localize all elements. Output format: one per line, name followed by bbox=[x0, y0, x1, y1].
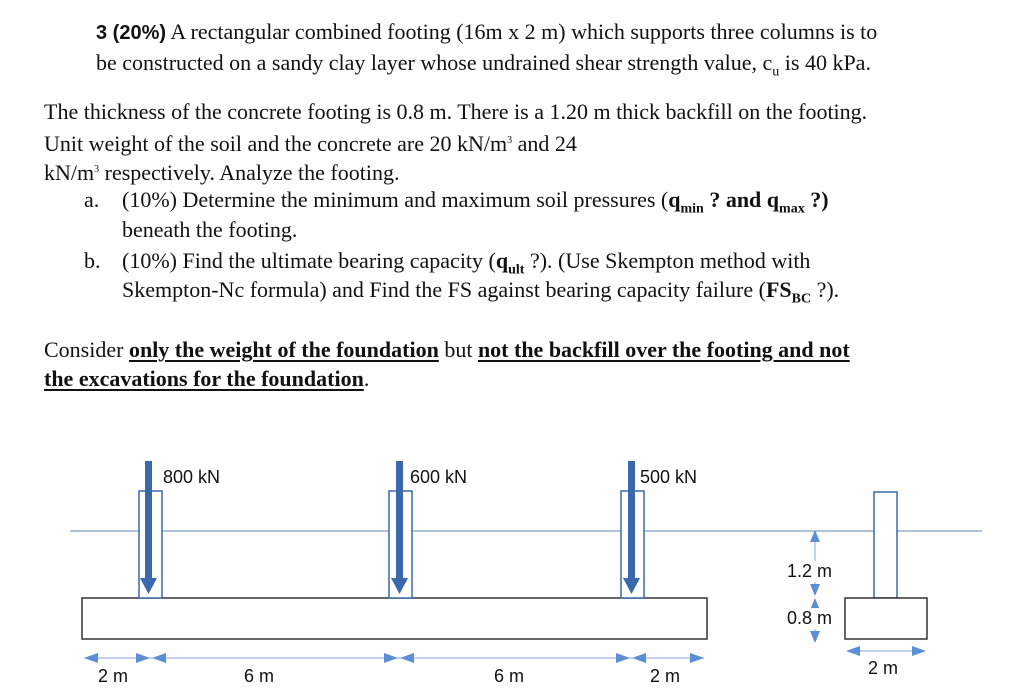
section-footing bbox=[845, 598, 927, 639]
item-b-line-1: (10%) Find the ultimate bearing capacity ($q_{ult}$ ?). (Use Skempton method with bbox=[122, 248, 811, 278]
problem-line-1: 3 (20%) A rectangular combined footing (16m x 2 m) which supports three columns is to bbox=[96, 19, 878, 44]
item-a-line-1: (10%) Determine the minimum and maximum soil pressures ($q_{min}$ ? and $q_{max}$ ?) bbox=[122, 187, 829, 217]
section-column bbox=[874, 492, 897, 598]
section-width-label: 2 m bbox=[868, 658, 899, 678]
dim-arrows bbox=[84, 653, 704, 663]
dim-label-1: 2 m bbox=[98, 666, 129, 686]
section-backfill-label: 1.2 m bbox=[787, 561, 833, 581]
item-b-marker: b. bbox=[84, 248, 101, 273]
dim-label-3: 6 m bbox=[494, 666, 525, 686]
dim-label-4: 2 m bbox=[650, 666, 681, 686]
problem-line-2: be constructed on a sandy clay layer whose undrained shear strength value, $c_u$ is 40 kPa. bbox=[96, 50, 871, 80]
load-label-3: 500 kN bbox=[640, 467, 698, 487]
item-b-line-2: Skempton-Nc formula) and Find the FS against bearing capacity failure ($FS_{BC}$ ?). bbox=[122, 277, 840, 307]
consider-line-1: Consider only the weight of the foundation but not the backfill over the footing and not bbox=[44, 337, 850, 362]
dim-section-width bbox=[846, 646, 926, 656]
problem-number: 3 (20%) bbox=[96, 22, 167, 44]
load-label-2: 600 kN bbox=[410, 467, 468, 487]
item-a-line-2: beneath the footing. bbox=[122, 217, 298, 242]
para-line-3: $kN/m^3$ respectively. Analyze the footing. bbox=[44, 160, 400, 185]
para-line-1: The thickness of the concrete footing is 0.8 m. There is a 1.20 m thick backfill on the footing. bbox=[44, 99, 868, 124]
section-thickness-label: 0.8 m bbox=[787, 608, 833, 628]
dim-label-2: 6 m bbox=[244, 666, 275, 686]
load-label-1: 800 kN bbox=[163, 467, 221, 487]
item-a-marker: a. bbox=[84, 187, 100, 212]
footing-slab bbox=[82, 598, 707, 639]
para-line-2: Unit weight of the soil and the concrete are 20 $kN/m^3$ and 24 bbox=[44, 131, 577, 156]
consider-line-2: the excavations for the foundation. bbox=[44, 366, 370, 391]
